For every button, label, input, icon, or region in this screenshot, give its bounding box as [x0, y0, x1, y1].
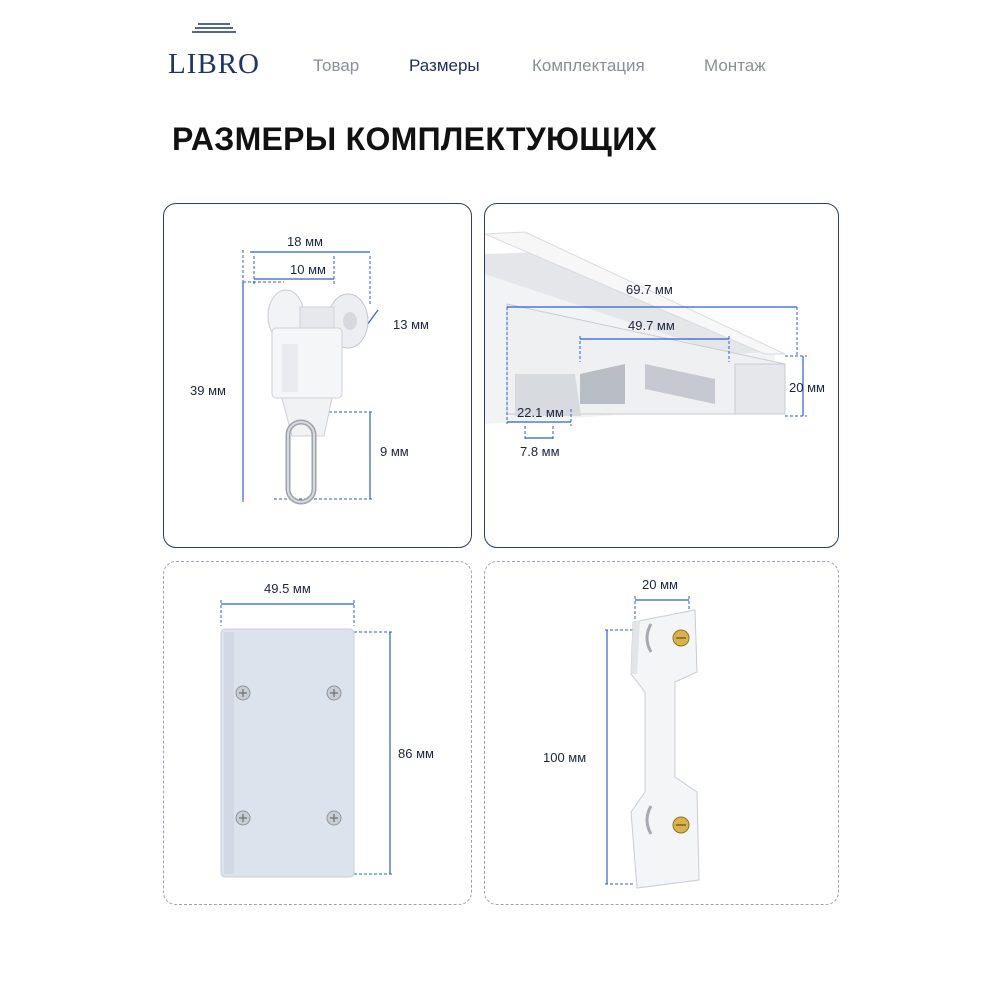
card-plate [163, 561, 472, 905]
runner-width-inner-label: 10 мм [290, 262, 326, 277]
profile-width-channel-label: 49.7 мм [628, 318, 675, 333]
card-profile [484, 203, 839, 548]
profile-illustration [485, 204, 839, 548]
runner-wheel-label: 13 мм [393, 317, 429, 332]
profile-width-total-label: 69.7 мм [626, 282, 673, 297]
profile-gap-label: 7.8 мм [520, 444, 560, 459]
nav-tab-kit[interactable]: Комплектация [532, 56, 645, 75]
bracket-width-label: 20 мм [642, 577, 678, 592]
page-title: РАЗМЕРЫ КОМПЛЕКТУЮЩИХ [172, 121, 658, 157]
plate-height-label: 86 мм [398, 746, 434, 761]
nav-tab-product[interactable]: Товар [313, 56, 360, 75]
profile-height-label: 20 мм [789, 380, 825, 395]
runner-illustration [164, 204, 473, 549]
brand-name: LIBRO [168, 48, 260, 80]
card-bracket [484, 561, 839, 905]
bracket-illustration [485, 562, 840, 906]
plate-illustration [164, 562, 473, 906]
plate-width-label: 49.5 мм [264, 581, 311, 596]
bracket-height-label: 100 мм [543, 750, 587, 765]
logo-roof-icon [190, 22, 238, 42]
nav-tab-sizes[interactable]: Размеры [409, 56, 480, 75]
brand-logo[interactable] [168, 22, 260, 78]
runner-height-label: 39 мм [190, 383, 226, 398]
runner-hook-label: 9 мм [380, 444, 409, 459]
profile-slot-label: 22.1 мм [517, 405, 564, 420]
nav-tab-mounting[interactable]: Монтаж [704, 56, 766, 75]
card-runner [163, 203, 472, 548]
runner-width-total-label: 18 мм [287, 234, 323, 249]
